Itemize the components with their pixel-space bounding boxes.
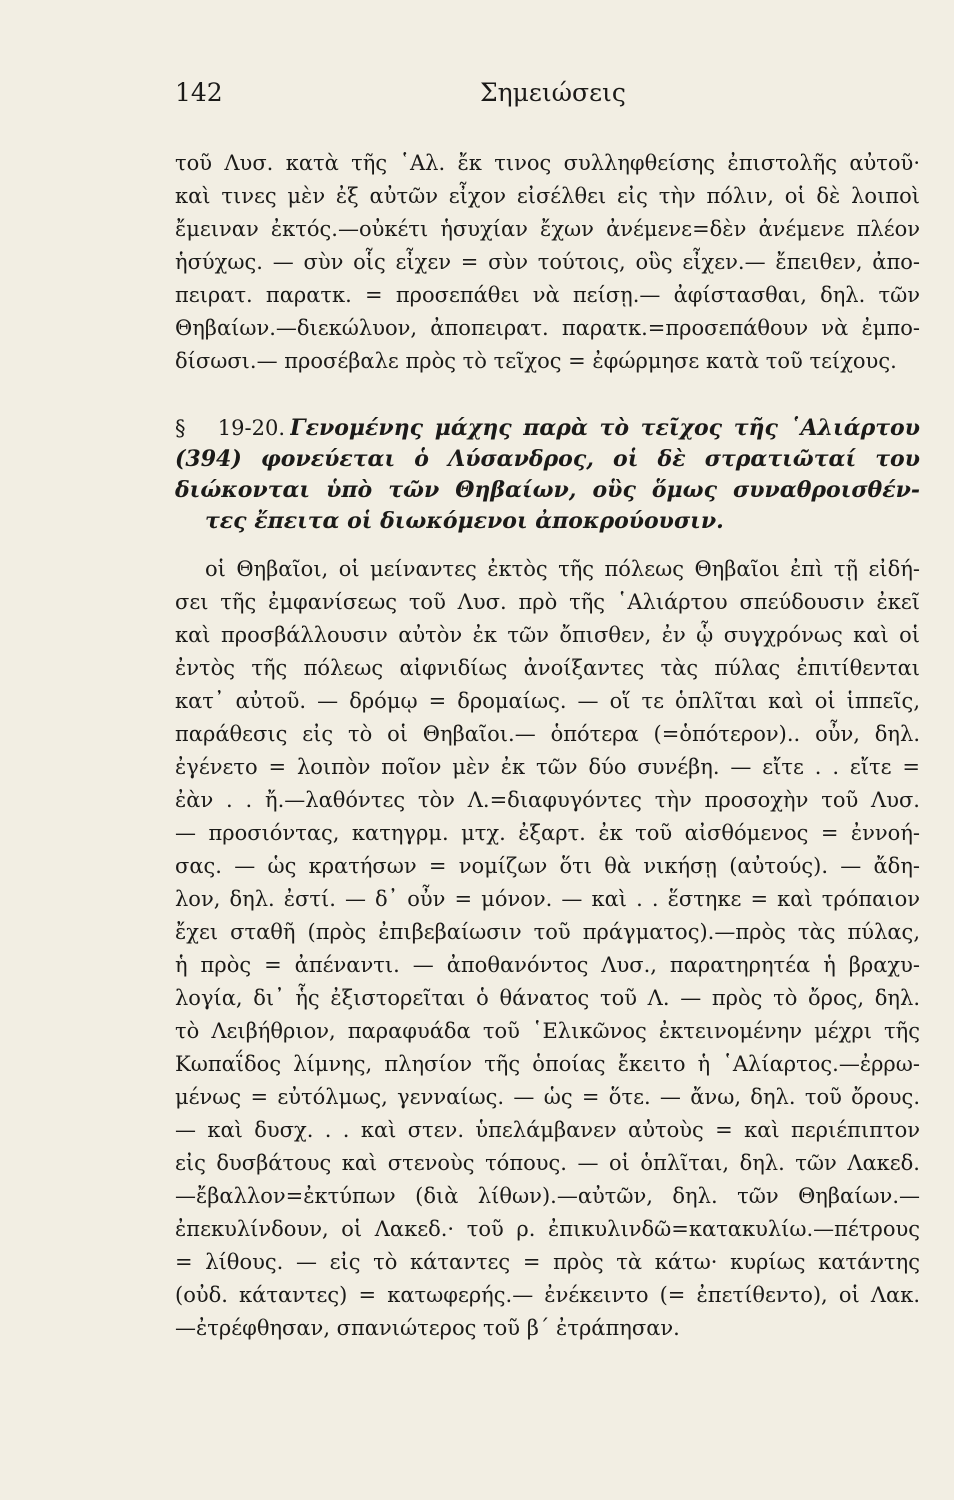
text-line: ἔμειναν ἐκτός.—οὐκέτι ἡσυχίαν ἔχων ἀνέμενε=δὲν ἀνέμενε πλέον (175, 217, 920, 241)
text-line: ἐπεκυλίνδουν, οἱ Λακεδ.· τοῦ ρ. ἐπικυλινδῶ=κατακυλίω.—πέτρους (175, 1217, 920, 1241)
text-line: ἐντὸς τῆς πόλεως αἰφνιδίως ἀνοίξαντες τὰς πύλας ἐπιτίθενται (175, 656, 920, 680)
text-line: —ἐτρέφθησαν, σπανιώτερος τοῦ β΄ ἐτράπησαν. (175, 1316, 680, 1340)
section-number: § 19-20. (175, 416, 285, 440)
text-line: καὶ προσβάλλουσιν αὐτὸν ἐκ τῶν ὄπισθεν, ἐν ᾧ συγχρόνως καὶ οἱ (175, 623, 920, 647)
text-line: τοῦ Λυσ. κατὰ τῆς ῾Αλ. ἔκ τινος συλληφθείσης ἐπιστολῆς αὐτοῦ· (175, 151, 920, 175)
running-title: Σημειώσεις (480, 78, 626, 107)
text-line: — καὶ δυσχ. . . καὶ στεν. ὑπελάμβανεν αὐτοὺς = καὶ περιέπιπτον (175, 1118, 920, 1142)
text-line: ἔχει σταθῆ (πρὸς ἐπιβεβαίωσιν τοῦ πράγματος).—πρὸς τὰς πύλας, (175, 920, 920, 944)
text-line: δίσωσι.— προσέβαλε πρὸς τὸ τεῖχος = ἐφώρμησε κατὰ τοῦ τείχους. (175, 349, 897, 373)
text-line: Κωπαΐδος λίμνης, πλησίον τῆς ὁποίας ἔκειτο ἡ ῾Αλίαρτος.—ἐρρω- (175, 1052, 920, 1076)
text-line: (οὐδ. κάταντες) = κατωφερής.— ἐνέκειντο (= ἐπετίθεντο), οἱ Λακ. (175, 1283, 920, 1307)
text-line: ἐὰν . . ἤ.—λαθόντες τὸν Λ.=διαφυγόντες τὴν προσοχὴν τοῦ Λυσ. (175, 788, 920, 812)
heading-line: (394) φονεύεται ὁ Λύσανδρος, οἱ δὲ στρατιῶταί του (175, 446, 920, 472)
heading-line: τες ἔπειτα οἱ διωκόμενοι ἀποκρούουσιν. (205, 508, 724, 534)
text-line: εἰς δυσβάτους καὶ στενοὺς τόπους. — οἱ ὁπλῖται, δηλ. τῶν Λακεδ. (175, 1151, 920, 1175)
text-line: ἡ πρὸς = ἀπέναντι. — ἀποθανόντος Λυσ., παρατηρητέα ἡ βραχυ- (175, 953, 920, 977)
text-line: —ἔβαλλον=ἐκτύπων (διὰ λίθων).—αὐτῶν, δηλ. τῶν Θηβαίων.— (175, 1184, 920, 1208)
text-line: σει τῆς ἐμφανίσεως τοῦ Λυσ. πρὸ τῆς ῾Αλιάρτου σπεύδουσιν ἐκεῖ (175, 590, 920, 614)
text-line: λον, δηλ. ἐστί. — δ᾽ οὖν = μόνον. — καὶ . . ἕστηκε = καὶ τρόπαιον (175, 887, 920, 911)
text-line: — προσιόντας, κατηγρμ. μτχ. ἐξαρτ. ἐκ τοῦ αἰσθόμενος = ἐννοή- (175, 821, 920, 845)
text-line: καὶ τινες μὲν ἐξ αὐτῶν εἶχον εἰσέλθει εἰς τὴν πόλιν, οἱ δὲ λοιποὶ (175, 184, 920, 208)
text-line: Θηβαίων.—διεκώλυον, ἀποπειρατ. παρατκ.=προσεπάθουν νὰ ἐμπο- (175, 316, 920, 340)
text-line: κατ᾽ αὐτοῦ. — δρόμῳ = δρομαίως. — οἵ τε ὁπλῖται καὶ οἱ ἱππεῖς, (175, 689, 920, 713)
text-line: πειρατ. παρατκ. = προσεπάθει νὰ πείσῃ.— ἀφίστασθαι, δηλ. τῶν (175, 283, 920, 307)
page-number: 142 (175, 78, 223, 107)
text-line: ἡσύχως. — σὺν οἷς εἶχεν = σὺν τούτοις, οὓς εἶχεν.— ἔπειθεν, ἀπο- (175, 250, 920, 274)
page-header (0, 78, 954, 118)
text-line: οἱ Θηβαῖοι, οἱ μείναντες ἐκτὸς τῆς πόλεως Θηβαῖοι ἐπὶ τῇ εἰδή- (205, 557, 920, 581)
text-line: τὸ Λειβήθριον, παραφυάδα τοῦ ῾Ελικῶνος ἐκτεινομένην μέχρι τῆς (175, 1019, 920, 1043)
text-line: λογία, δι᾽ ἧς ἐξιστορεῖται ὁ θάνατος τοῦ Λ. — πρὸς τὸ ὄρος, δηλ. (175, 986, 920, 1010)
text-line: παράθεσις εἰς τὸ οἱ Θηβαῖοι.— ὁπότερα (=ὁπότερον).. οὖν, δηλ. (175, 722, 920, 746)
text-line: μένως = εὐτόλμως, γενναίως. — ὡς = ὅτε. — ἄνω, δηλ. τοῦ ὄρους. (175, 1085, 920, 1109)
text-line: σας. — ὡς κρατήσων = νομίζων ὅτι θὰ νικήσῃ (αὐτούς). — ἄδη- (175, 854, 920, 878)
text-line: = λίθους. — εἰς τὸ κάταντες = πρὸς τὰ κάτω· κυρίως κατάντης (175, 1250, 920, 1274)
text-line: ἐγένετο = λοιπὸν ποῖον μὲν ἐκ τῶν δύο συνέβη. — εἴτε . . εἴτε = (175, 755, 920, 779)
heading-line: Γενομένης μάχης παρὰ τὸ τεῖχος τῆς ῾Αλιάρτου (290, 415, 920, 441)
heading-line: διώκονται ὑπὸ τῶν Θηβαίων, οὓς ὅμως συναθροισθέν- (175, 477, 920, 503)
